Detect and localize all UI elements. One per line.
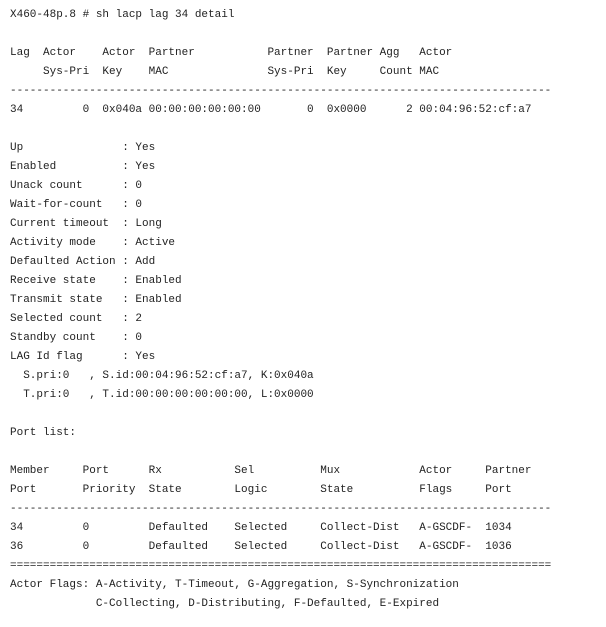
port-table-row: 36 0 Defaulted Selected Collect-Dist A-GSCDF- 1036	[10, 541, 512, 553]
lag-table-header: Sys-Pri Key MAC Sys-Pri Key Count MAC	[10, 66, 440, 78]
detail-line: Up : Yes	[10, 142, 156, 154]
port-table-row: 34 0 Defaulted Selected Collect-Dist A-GSCDF- 1034	[10, 522, 512, 534]
lag-table-row: 34 0 0x040a 00:00:00:00:00:00 0 0x0000 2 00:04:96:52:cf:a7	[10, 104, 532, 116]
detail-line: Defaulted Action : Add	[10, 256, 156, 268]
detail-line: Standby count : 0	[10, 332, 143, 344]
detail-line: Receive state : Enabled	[10, 275, 182, 287]
detail-line: Enabled : Yes	[10, 161, 156, 173]
detail-line: Transmit state : Enabled	[10, 294, 182, 306]
command-prompt: X460-48p.8 # sh lacp lag 34 detail	[10, 9, 235, 21]
flags-legend-line: C-Collecting, D-Distributing, F-Defaulted, E-Expired	[10, 598, 440, 610]
detail-line: Unack count : 0	[10, 180, 143, 192]
detail-line: Wait-for-count : 0	[10, 199, 143, 211]
port-table-header: Port Priority State Logic State Flags Port	[10, 484, 512, 496]
detail-line: T.pri:0 , T.id:00:00:00:00:00:00, L:0x0000	[10, 389, 314, 401]
separator-line: ----------------------------------------------------------------------------------	[10, 85, 552, 97]
port-table-header: Member Port Rx Sel Mux Actor Partner	[10, 465, 532, 477]
detail-line: Activity mode : Active	[10, 237, 176, 249]
lag-table-header: Lag Actor Actor Partner Partner Partner Agg Actor	[10, 47, 453, 59]
detail-line: S.pri:0 , S.id:00:04:96:52:cf:a7, K:0x040a	[10, 370, 314, 382]
port-list-title: Port list:	[10, 427, 77, 439]
double-separator-line: ==================================================================================	[10, 560, 552, 572]
flags-legend-line: Actor Flags: A-Activity, T-Timeout, G-Aggregation, S-Synchronization	[10, 579, 459, 591]
separator-line: ----------------------------------------------------------------------------------	[10, 503, 552, 515]
detail-line: Selected count : 2	[10, 313, 143, 325]
detail-line: Current timeout : Long	[10, 218, 162, 230]
detail-line: LAG Id flag : Yes	[10, 351, 156, 363]
